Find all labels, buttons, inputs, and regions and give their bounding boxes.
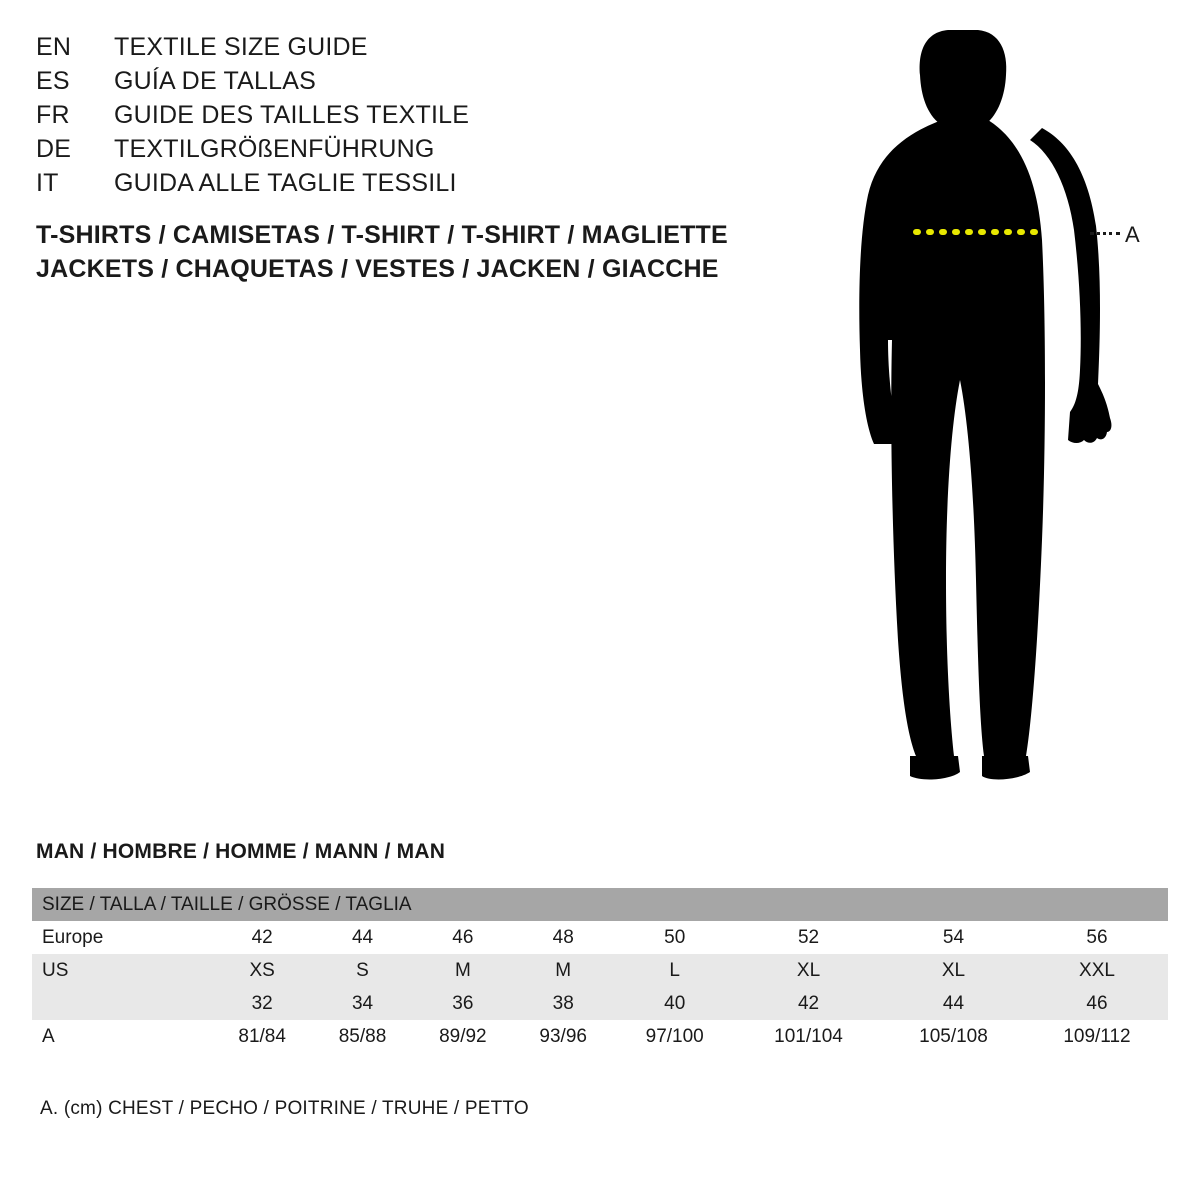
size-table <box>32 888 1168 1053</box>
table-cell: 109/112 <box>1063 1025 1131 1047</box>
language-row <box>36 98 736 132</box>
table-cell: XL <box>941 959 966 981</box>
language-title: TEXTILGRÖßENFÜHRUNG <box>114 135 435 163</box>
language-row <box>36 64 736 98</box>
table-row <box>32 1020 1168 1053</box>
table-cell: S <box>356 959 369 981</box>
table-header-row <box>32 888 1168 921</box>
measure-leader-line <box>1090 232 1120 235</box>
language-row <box>36 30 736 64</box>
language-title-list <box>36 30 736 200</box>
category-jackets: JACKETS / CHAQUETAS / VESTES / JACKEN / GIACCHE <box>36 255 719 283</box>
table-cell: 46 <box>452 926 474 948</box>
table-row <box>32 954 1168 987</box>
table-cell: 56 <box>1086 926 1108 948</box>
language-row <box>36 132 736 166</box>
language-title: GUIDA ALLE TAGLIE TESSILI <box>114 169 457 197</box>
table-cell: 44 <box>351 926 374 948</box>
row-label: US <box>42 959 69 981</box>
table-cell: XS <box>249 959 275 981</box>
table-cell: 40 <box>664 992 686 1014</box>
language-title: TEXTILE SIZE GUIDE <box>114 33 368 61</box>
table-row <box>32 921 1168 954</box>
category-tshirts: T-SHIRTS / CAMISETAS / T-SHIRT / T-SHIRT / MAGLIETTE <box>36 221 728 249</box>
table-cell: 50 <box>664 926 686 948</box>
table-cell: 85/88 <box>338 1025 387 1047</box>
table-cell: 101/104 <box>774 1025 843 1047</box>
table-footnote: A. (cm) CHEST / PECHO / POITRINE / TRUHE / PETTO <box>40 1098 529 1119</box>
measure-label-a: A <box>1125 222 1140 247</box>
table-cell: 54 <box>942 926 965 948</box>
table-cell: 81/84 <box>238 1025 286 1047</box>
language-code: IT <box>36 169 59 197</box>
table-cell: 38 <box>552 992 574 1014</box>
table-cell: 52 <box>797 926 820 948</box>
language-title: GUIDE DES TAILLES TEXTILE <box>114 101 470 129</box>
table-header-label: SIZE / TALLA / TAILLE / GRÖSSE / TAGLIA <box>42 893 412 915</box>
table-cell: 89/92 <box>439 1025 487 1047</box>
table-cell: 105/108 <box>919 1025 988 1047</box>
table-cell: 48 <box>552 926 574 948</box>
male-silhouette-figure <box>830 20 1170 790</box>
language-row <box>36 166 736 200</box>
language-title: GUÍA DE TALLAS <box>114 67 316 95</box>
row-label <box>32 987 212 1020</box>
language-code: DE <box>36 135 72 163</box>
language-code: EN <box>36 33 72 61</box>
table-cell: XL <box>796 959 821 981</box>
table-cell: 36 <box>452 992 474 1014</box>
table-cell: M <box>555 959 572 981</box>
table-cell: 93/96 <box>539 1025 587 1047</box>
table-cell: 34 <box>351 992 374 1014</box>
garment-category-list <box>36 218 796 286</box>
table-cell: M <box>454 959 471 981</box>
row-label: A <box>42 1025 55 1047</box>
table-cell: 46 <box>1086 992 1108 1014</box>
row-label: Europe <box>42 926 104 948</box>
table-cell: XXL <box>1079 959 1115 981</box>
language-code: FR <box>36 101 70 129</box>
table-cell: 42 <box>251 926 273 948</box>
table-row <box>32 987 1168 1020</box>
table-cell: L <box>669 959 680 981</box>
language-code: ES <box>36 67 70 95</box>
table-cell: 32 <box>251 992 273 1014</box>
table-cell: 44 <box>942 992 965 1014</box>
table-cell: 97/100 <box>645 1025 704 1047</box>
table-cell: 42 <box>797 992 820 1014</box>
section-title-man: MAN / HOMBRE / HOMME / MANN / MAN <box>36 840 446 863</box>
